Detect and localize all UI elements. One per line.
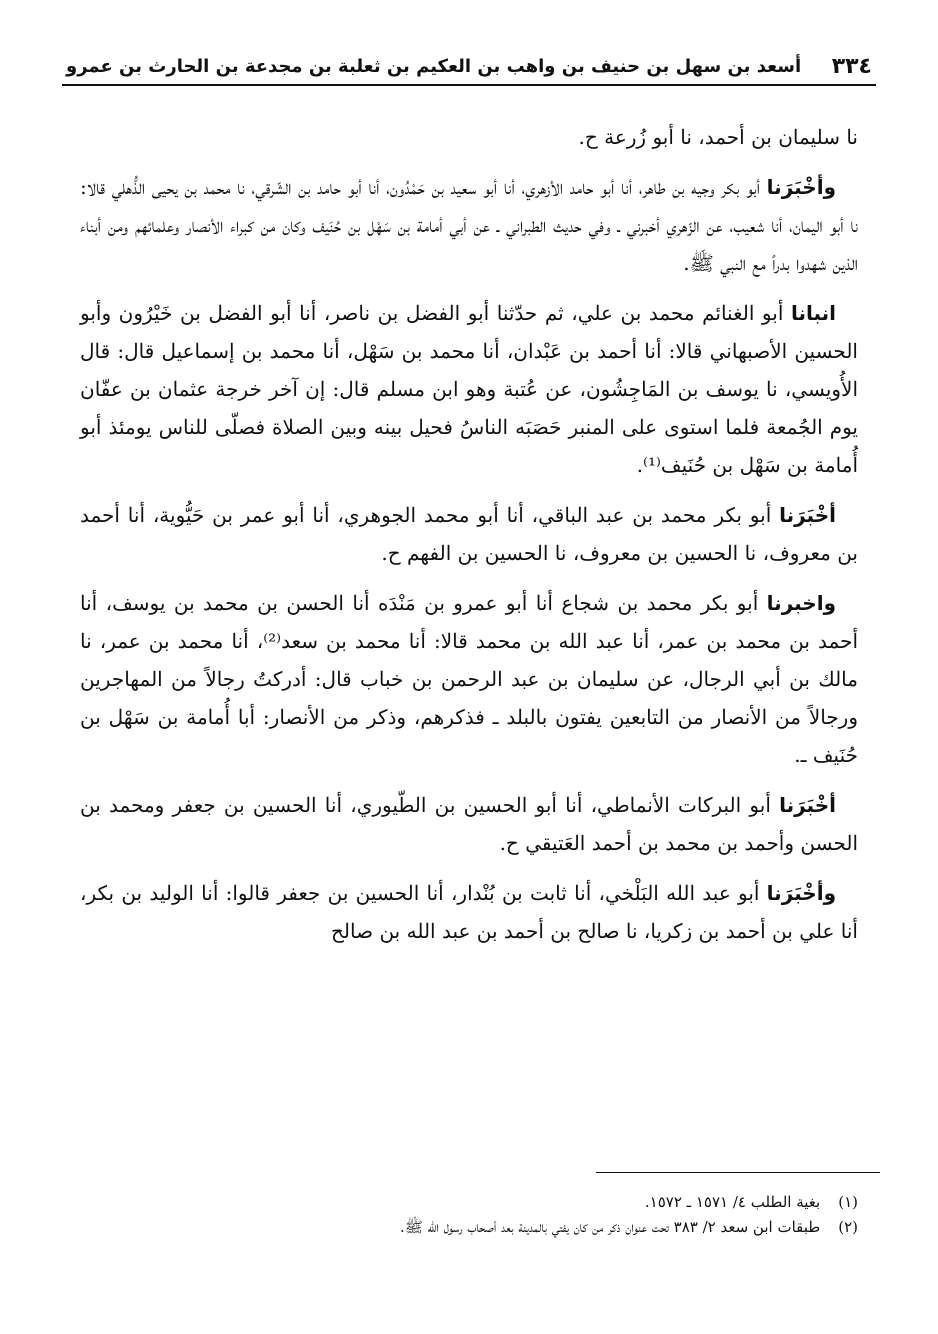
paragraph-text: أبو عبد الله البَلْخي، أنا ثابت بن بُنْدار، أنا الحسين بن جعفر قالوا: أنا الوليد بن بكر، أنا علي بن أحمد بن زكريا، نا صالح بن أحمد بن عبد الله بن صالح (80, 881, 858, 943)
footnote-separator (596, 1172, 880, 1173)
paragraph-lead-word: انبانا (790, 301, 836, 325)
footnote-text: بغية الطلب ٤/ ١٥٧١ ـ ١٥٧٢. (644, 1193, 821, 1211)
paragraph-lead-word: وأخْبَرَنا (766, 175, 836, 199)
paragraph-text: أبو بكر وجيه بن طاهر، أنا أبو حامد الأزهري، أنا أبو سعيد بن حَمْدُون، أنا أبو حامد بن الشّرقي، نا محمد بن يحيى الذُّهلي قالا: نا أبو اليمان، أنا شعيب، عن الزّهري أخبرني ـ وفي حديث الطبراني ـ عن أبي أمامة بن سَهْل بن حُنَيف وكان من كبراء الأنصار وعلمائهم ومن أبناء الذين شهدوا بدراً مع النبي ﷺ. (80, 175, 858, 275)
paragraph (80, 118, 858, 156)
footnote (80, 1190, 858, 1215)
paragraph (80, 168, 858, 282)
paragraph (80, 584, 858, 774)
paragraph-text: نا سليمان بن أحمد، نا أبو زُرعة ح. (578, 125, 858, 149)
running-title: أسعد بن سهل بن حنيف بن واهب بن العكيم بن ثعلبة بن مجدعة بن الحارث بن عمرو (66, 56, 802, 77)
paragraph-text: أبو بكر محمد بن عبد الباقي، أنا أبو محمد الجوهري، أنا أبو عمر بن حَيُّوية، أنا أحمد بن معروف، نا الحسين بن معروف، نا الحسين بن الفهم ح. (80, 503, 858, 565)
paragraph-text: أبو بكر محمد بن شجاع أنا أبو عمرو بن مَنْدَه أنا الحسن بن محمد بن يوسف، أنا أحمد بن محمد بن عمر، أنا عبد الله بن محمد قالا: أنا محمد بن سعد⁽²⁾، أنا محمد بن عمر، نا مالك بن أبي الرجال، عن سليمان بن عبد الرحمن بن خباب قال: أدركتُ رجالاً من المهاجرين ورجالاً من الأنصار من التابعين يفتون بالبلد ـ فذكرهم، وذكر من الأنصار: أبا أُمامة بن سَهْل بن حُنَيف ـ. (80, 591, 858, 767)
paragraph (80, 294, 858, 484)
footnote-number: (٢) (838, 1217, 858, 1236)
main-text (80, 118, 858, 962)
paragraph (80, 874, 858, 950)
paragraph-lead-word: وأخْبَرَنا (766, 881, 836, 905)
paragraph-lead-word: واخبرنا (766, 591, 836, 615)
paragraph-text: أبو الغنائم محمد بن علي، ثم حدّثنا أبو الفضل بن ناصر، أنا أبو الفضل بن خَيْرُون وأبو الحسين الأصبهاني قالا: أنا أحمد بن عَبْدان، أنا محمد بن سَهْل، أنا محمد بن إسماعيل قال: قال الأُويسي، نا يوسف بن المَاجِشُون، عن عُتبة وهو ابن مسلم قال: إن آخر خرجة عثمان بن عفّان يوم الجُمعة فلما استوى على المنبر حَصَبَه الناسُ فحيل بينه وبين الصلاة فصلّى للناس يومئذ أبو أُمامة بن سَهْل بن حُنَيف⁽¹⁾. (80, 301, 858, 477)
paragraph-lead-word: أخْبَرَنا (779, 503, 836, 527)
paragraph-lead-word: أخْبَرَنا (779, 793, 836, 817)
footnote-text: طبقات ابن سعد ٢/ ٣٨٣ تحت عنوان ذكر من كان يفتي بالمدينة بعد أصحاب رسول الله ﷺ. (399, 1217, 821, 1236)
footnote-number: (١) (838, 1193, 858, 1211)
footnotes (80, 1190, 858, 1240)
paragraph-text: أبو البركات الأنماطي، أنا أبو الحسين بن الطّيوري، أنا الحسين بن جعفر ومحمد بن الحسن وأحمد بن محمد بن أحمد العَتيقي ح. (80, 793, 858, 855)
paragraph (80, 496, 858, 572)
footnote (80, 1215, 858, 1240)
page-number: ٣٣٤ (831, 54, 872, 79)
page-header (62, 50, 876, 86)
paragraph (80, 786, 858, 862)
